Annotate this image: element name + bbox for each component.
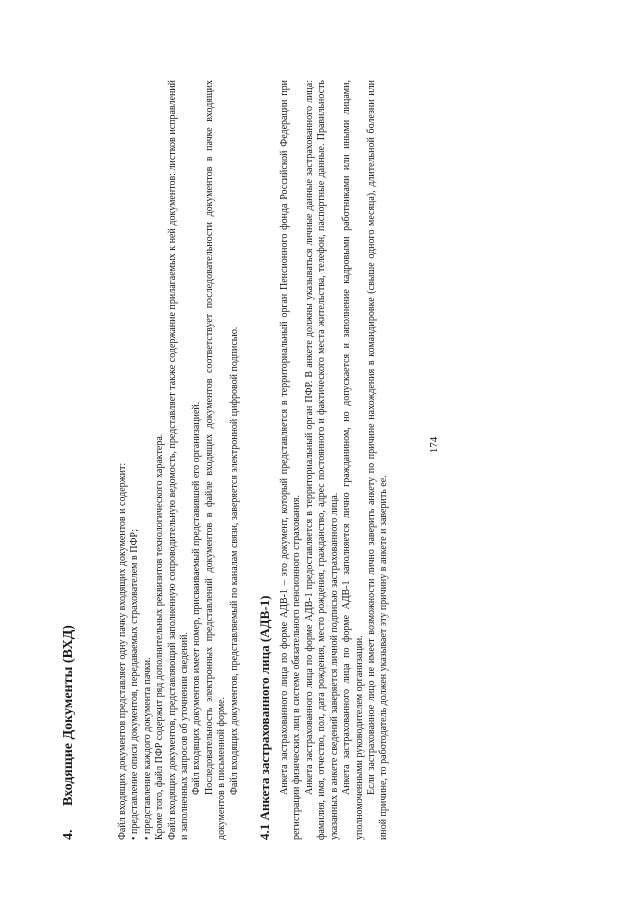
paragraph: Последовательность электронных представлений документов в файле входящих документов соответствует последовательности документов в пачке входящих документов в письменной форме. — [203, 80, 228, 840]
paragraph: Если застрахованное лицо не имеет возможности лично заверить анкету по причине нахождения в командировке (свыше одного месяца), длительной болезни или иной причине, то работодатель должен указывает эту причину в анкете и заверить ее. — [365, 80, 390, 840]
paragraph: Файл входящих документов, представляемый по каналам связи, заверяется электронной цифровой подписью. — [228, 326, 240, 795]
paragraph: Анкета застрахованного лица по форме АДВ-1 – это документ, который представляется в территориальный орган Пенсионного фонда Российской Федерации при регистрации физических лиц в системе обязательного пенсионного страхования. — [279, 80, 303, 840]
page-number: 174 — [428, 436, 440, 454]
page-content — [60, 80, 391, 840]
section-title: Входящие Документы (ВХД) — [61, 625, 76, 806]
section-heading — [60, 80, 77, 840]
subsection-heading: 4.1 Анкета застрахованного лица (АДВ-1) — [257, 595, 273, 840]
bullet-item: • представление описи документов, передаваемых страхователем в ПФР; — [129, 80, 141, 840]
paragraph: Анкета застрахованного лица по форме АДВ-1 заполняется лично гражданином, но допускается и заполнение кадровыми работниками или иными лицами, уполномоченными руководителем организации. — [341, 80, 365, 840]
paragraph: Файл входящих документов имеет номер, присваиваемый представившей его организацией. — [191, 401, 203, 795]
bullet-item: • представление каждого документа пачки. — [142, 80, 154, 840]
section-number: 4. — [61, 829, 76, 840]
paragraph: Файл входящих документов, представляющий заполненную сопроводительную ведомость, представляет также содержание прилагаемых к ней документов: листков исправлений и заполненных запросов об уточнении сведений. — [166, 80, 191, 840]
paragraph: Анкета застрахованного лица по форме АДВ-1 предоставляется в территориальный орган ПФР. В анкете должны указываться личные данные застрахованного лица: фамилия, имя, отчество, пол, дата рождения, место рождения, гражданство, адрес постоянного и фактического места жительства, телефон, паспортные данные. Правильность указанных в анкете сведений заверяется личной подписью застрахованного лица. — [303, 80, 340, 840]
paragraph: Файл входящих документов представляет одну пачку входящих документов и содержит: — [117, 462, 128, 840]
paragraph: Кроме того, файл ПФР содержит ряд дополнительных реквизитов технологического характера. — [154, 433, 166, 840]
